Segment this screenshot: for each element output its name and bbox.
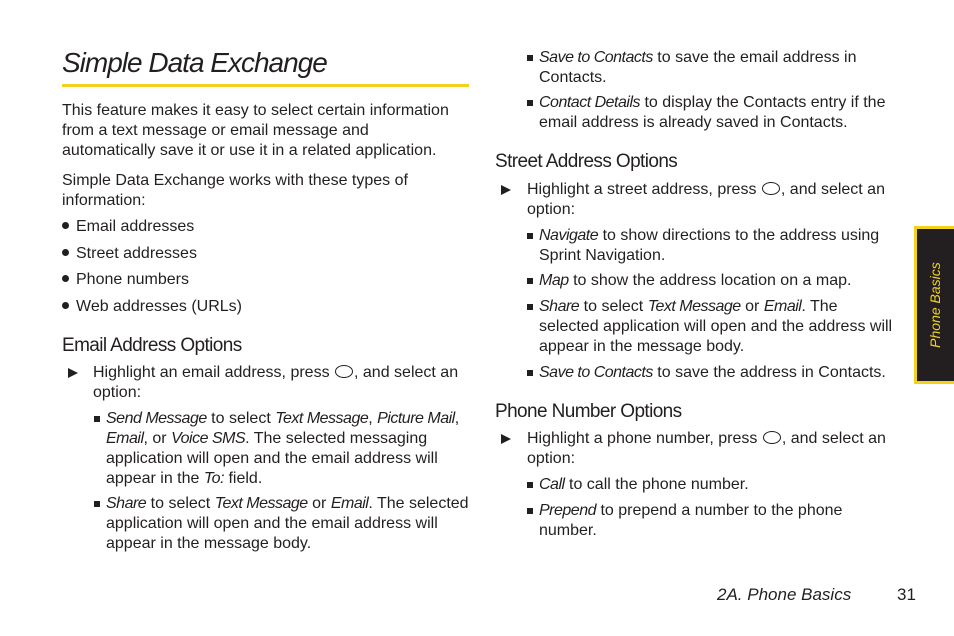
phone-option-prepend: Prepend to prepend a number to the phone number. [527, 501, 867, 541]
street-options-heading: Street Address Options [495, 151, 678, 172]
intro-types-paragraph: Simple Data Exchange works with these types of information: [62, 172, 408, 209]
email-step: Highlight an email address, press , and select an option: [68, 363, 468, 403]
type-list-item: Web addresses (URLs) [62, 297, 242, 317]
street-step: Highlight a street address, press , and select an option: [501, 180, 901, 220]
email-option-save-to-contacts: Save to Contacts to save the email address in Contacts. [527, 48, 897, 88]
street-option-map: Map to show the address location on a map. [527, 271, 897, 291]
menu-ok-key-icon [763, 431, 781, 444]
section-side-tab [914, 226, 954, 384]
side-tab-label: Phone Basics [927, 262, 943, 348]
intro-paragraph: This feature makes it easy to select certain information from a text message or email message and automatically save it or use it in a related application. [62, 102, 449, 159]
phone-options-heading: Phone Number Options [495, 401, 682, 422]
square-bullet-icon [527, 304, 533, 310]
bullet-dot-icon [62, 249, 69, 256]
footer-section-label: 2A. Phone Basics [717, 585, 852, 604]
phone-option-call: Call to call the phone number. [527, 475, 897, 495]
type-list-item: Street addresses [62, 244, 197, 264]
square-bullet-icon [94, 501, 100, 507]
email-option-contact-details: Contact Details to display the Contacts entry if the email address is already saved in Contacts. [527, 93, 897, 133]
square-bullet-icon [527, 278, 533, 284]
triangle-arrow-icon [501, 434, 511, 444]
square-bullet-icon [94, 416, 100, 422]
menu-ok-key-icon [335, 365, 353, 378]
title-underline [62, 84, 469, 87]
page-title: Simple Data Exchange [62, 47, 327, 78]
square-bullet-icon [527, 55, 533, 61]
square-bullet-icon [527, 233, 533, 239]
street-option-save-to-contacts: Save to Contacts to save the address in Contacts. [527, 363, 901, 383]
email-option-send-message: Send Message to select Text Message, Picture Mail, Email, or Voice SMS. The selected messaging application will open and the email address will appear in the To: field. [94, 409, 469, 489]
bullet-dot-icon [62, 222, 69, 229]
street-option-navigate: Navigate to show directions to the address using Sprint Navigation. [527, 226, 897, 266]
email-option-share: Share to select Text Message or Email. The selected application will open and the email address will appear in the message body. [94, 494, 469, 554]
bullet-dot-icon [62, 275, 69, 282]
phone-step: Highlight a phone number, press , and select an option: [501, 429, 901, 469]
email-options-heading: Email Address Options [62, 335, 242, 356]
square-bullet-icon [527, 370, 533, 376]
square-bullet-icon [527, 508, 533, 514]
triangle-arrow-icon [501, 185, 511, 195]
type-list-item: Email addresses [62, 217, 194, 237]
square-bullet-icon [527, 482, 533, 488]
square-bullet-icon [527, 100, 533, 106]
triangle-arrow-icon [68, 368, 78, 378]
menu-ok-key-icon [762, 182, 780, 195]
type-list-item: Phone numbers [62, 270, 189, 290]
bullet-dot-icon [62, 302, 69, 309]
page-number: 31 [897, 585, 916, 604]
street-option-share: Share to select Text Message or Email. The selected application will open and the address will appear in the message body. [527, 297, 901, 357]
